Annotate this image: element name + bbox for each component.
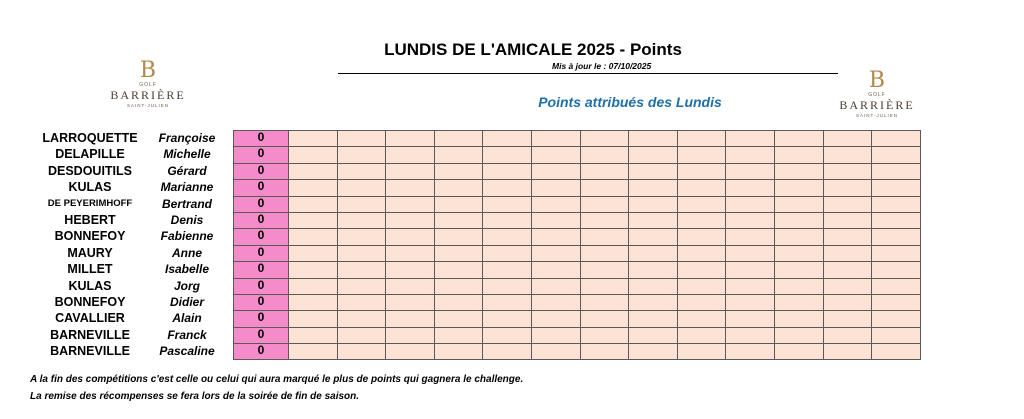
monday-points-cell — [289, 344, 338, 360]
monday-points-cell — [580, 163, 629, 179]
total-points-cell: 0 — [234, 327, 289, 343]
monday-points-cell — [289, 229, 338, 245]
monday-points-cell — [434, 294, 483, 310]
footer-line-2: La remise des récompenses se fera lors de la soirée de fin de saison. — [30, 391, 360, 402]
monday-points-cell — [386, 163, 435, 179]
monday-points-cell — [677, 344, 726, 360]
monday-points-cell — [726, 327, 775, 343]
monday-points-cell — [337, 196, 386, 212]
player-last-name: BARNEVILLE — [50, 344, 130, 359]
player-last-name: CAVALLIER — [55, 311, 125, 326]
monday-points-cell — [531, 262, 580, 278]
monday-points-cell — [726, 163, 775, 179]
monday-points-cell — [289, 180, 338, 196]
monday-points-cell — [629, 229, 678, 245]
monday-points-cell — [629, 311, 678, 327]
monday-points-cell — [774, 278, 823, 294]
table-row — [234, 327, 921, 343]
monday-points-cell — [337, 147, 386, 163]
monday-points-cell — [289, 311, 338, 327]
table-row — [234, 294, 921, 310]
monday-points-cell — [483, 262, 532, 278]
monday-points-cell — [677, 180, 726, 196]
monday-points-cell — [337, 327, 386, 343]
monday-points-cell — [629, 327, 678, 343]
player-row — [28, 343, 228, 359]
monday-points-cell — [434, 163, 483, 179]
player-row — [28, 294, 228, 310]
monday-points-cell — [531, 294, 580, 310]
monday-points-cell — [337, 229, 386, 245]
monday-points-cell — [483, 311, 532, 327]
player-last-name: MAURY — [67, 245, 113, 260]
monday-points-cell — [483, 278, 532, 294]
player-row — [28, 179, 228, 195]
monday-points-cell — [726, 262, 775, 278]
monday-points-cell — [629, 245, 678, 261]
monday-points-cell — [386, 344, 435, 360]
monday-points-cell — [580, 212, 629, 228]
monday-points-cell — [531, 163, 580, 179]
player-first-name: Isabelle — [164, 262, 210, 277]
monday-points-cell — [726, 212, 775, 228]
table-row — [234, 311, 921, 327]
monday-points-cell — [580, 327, 629, 343]
monday-points-cell — [872, 278, 921, 294]
monday-points-cell — [629, 212, 678, 228]
monday-points-cell — [289, 278, 338, 294]
monday-points-cell — [386, 180, 435, 196]
monday-points-cell — [580, 311, 629, 327]
table-row — [234, 212, 921, 228]
monday-points-cell — [289, 163, 338, 179]
monday-points-cell — [434, 147, 483, 163]
total-points-cell: 0 — [234, 245, 289, 261]
monday-points-cell — [774, 196, 823, 212]
player-last-name: MILLET — [67, 262, 113, 277]
monday-points-cell — [531, 311, 580, 327]
monday-points-cell — [872, 327, 921, 343]
monday-points-cell — [823, 262, 872, 278]
monday-points-cell — [289, 262, 338, 278]
page-title: LUNDIS DE L'AMICALE 2025 - Points — [384, 40, 682, 59]
monday-points-cell — [823, 212, 872, 228]
monday-points-cell — [629, 294, 678, 310]
monday-points-cell — [677, 229, 726, 245]
monday-points-cell — [629, 278, 678, 294]
player-first-name: Françoise — [158, 131, 216, 145]
monday-points-cell — [726, 229, 775, 245]
monday-points-cell — [289, 327, 338, 343]
monday-points-cell — [872, 212, 921, 228]
monday-points-cell — [677, 163, 726, 179]
monday-points-cell — [580, 278, 629, 294]
monday-points-cell — [434, 262, 483, 278]
monday-points-cell — [337, 262, 386, 278]
monday-points-cell — [726, 196, 775, 212]
monday-points-cell — [483, 147, 532, 163]
monday-points-cell — [289, 131, 338, 147]
player-last-name: DELAPILLE — [55, 147, 125, 162]
update-date: Mis à jour le : 07/10/2025 — [552, 61, 652, 71]
monday-points-cell — [386, 245, 435, 261]
monday-points-cell — [629, 180, 678, 196]
monday-points-cell — [386, 229, 435, 245]
monday-points-cell — [872, 147, 921, 163]
player-last-name: LARROQUETTE — [42, 131, 138, 145]
monday-points-cell — [823, 163, 872, 179]
monday-points-cell — [483, 180, 532, 196]
monday-points-cell — [531, 147, 580, 163]
player-last-name: DESDOUITILS — [47, 163, 133, 178]
monday-points-cell — [629, 196, 678, 212]
monday-points-cell — [434, 212, 483, 228]
monday-points-cell — [823, 180, 872, 196]
total-points-cell: 0 — [234, 278, 289, 294]
player-row — [28, 146, 228, 162]
monday-points-cell — [677, 196, 726, 212]
table-row — [234, 229, 921, 245]
monday-points-cell — [677, 245, 726, 261]
monday-points-cell — [386, 147, 435, 163]
monday-points-cell — [872, 262, 921, 278]
monday-points-cell — [823, 294, 872, 310]
table-row — [234, 147, 921, 163]
monday-points-cell — [629, 262, 678, 278]
player-row — [28, 261, 228, 277]
monday-points-cell — [434, 327, 483, 343]
monday-points-cell — [483, 212, 532, 228]
monday-points-cell — [580, 131, 629, 147]
monday-points-cell — [726, 311, 775, 327]
monday-points-cell — [677, 262, 726, 278]
monday-points-cell — [774, 229, 823, 245]
monday-points-cell — [580, 245, 629, 261]
monday-points-cell — [483, 196, 532, 212]
monday-points-cell — [337, 294, 386, 310]
monday-points-cell — [872, 294, 921, 310]
monday-points-cell — [677, 212, 726, 228]
total-points-cell: 0 — [234, 163, 289, 179]
monday-points-cell — [872, 196, 921, 212]
table-row — [234, 245, 921, 261]
monday-points-cell — [823, 327, 872, 343]
golf-barriere-logo-left: B GOLF BARRIÈRE SAINT-JULIEN — [103, 60, 193, 109]
logo-mark-icon: B — [139, 58, 157, 83]
monday-points-cell — [774, 344, 823, 360]
total-points-cell: 0 — [234, 311, 289, 327]
monday-points-cell — [337, 131, 386, 147]
total-points-cell: 0 — [234, 131, 289, 147]
monday-points-cell — [823, 245, 872, 261]
monday-points-cell — [337, 278, 386, 294]
table-row — [234, 262, 921, 278]
player-last-name: BONNEFOY — [54, 294, 126, 309]
monday-points-cell — [629, 344, 678, 360]
monday-points-cell — [337, 344, 386, 360]
monday-points-cell — [872, 131, 921, 147]
monday-points-cell — [774, 147, 823, 163]
monday-points-cell — [386, 278, 435, 294]
monday-points-cell — [531, 229, 580, 245]
monday-points-cell — [531, 278, 580, 294]
total-points-cell: 0 — [234, 196, 289, 212]
monday-points-cell — [823, 131, 872, 147]
monday-points-cell — [726, 245, 775, 261]
table-row — [234, 344, 921, 360]
player-row — [28, 327, 228, 343]
monday-points-cell — [337, 212, 386, 228]
monday-points-cell — [872, 311, 921, 327]
monday-points-cell — [386, 294, 435, 310]
player-first-name: Fabienne — [160, 229, 214, 244]
monday-points-cell — [434, 180, 483, 196]
table-row — [234, 278, 921, 294]
player-first-name: Michelle — [163, 147, 211, 162]
player-first-name: Bertrand — [161, 196, 212, 211]
table-row — [234, 131, 921, 147]
monday-points-cell — [531, 180, 580, 196]
monday-points-cell — [531, 131, 580, 147]
player-row — [28, 163, 228, 179]
monday-points-cell — [726, 180, 775, 196]
monday-points-cell — [872, 163, 921, 179]
monday-points-cell — [629, 131, 678, 147]
monday-points-cell — [289, 212, 338, 228]
points-grid — [233, 130, 921, 360]
monday-points-cell — [726, 131, 775, 147]
monday-points-cell — [726, 147, 775, 163]
monday-points-cell — [483, 229, 532, 245]
monday-points-cell — [434, 196, 483, 212]
monday-points-cell — [872, 245, 921, 261]
player-row — [28, 130, 228, 146]
player-row — [28, 310, 228, 326]
player-first-name: Pascaline — [159, 344, 215, 359]
player-first-name: Didier — [169, 294, 204, 309]
player-row — [28, 228, 228, 244]
monday-points-cell — [580, 294, 629, 310]
monday-points-cell — [434, 245, 483, 261]
monday-points-cell — [580, 344, 629, 360]
monday-points-cell — [337, 245, 386, 261]
monday-points-cell — [677, 294, 726, 310]
monday-points-cell — [289, 196, 338, 212]
monday-points-cell — [872, 180, 921, 196]
monday-points-cell — [434, 131, 483, 147]
monday-points-cell — [580, 196, 629, 212]
player-last-name: DE PEYERIMHOFF — [47, 197, 133, 209]
total-points-cell: 0 — [234, 229, 289, 245]
monday-points-cell — [434, 278, 483, 294]
total-points-cell: 0 — [234, 294, 289, 310]
monday-points-cell — [337, 180, 386, 196]
player-last-name: KULAS — [68, 278, 112, 293]
total-points-cell: 0 — [234, 147, 289, 163]
player-first-name: Jorg — [173, 278, 200, 293]
monday-points-cell — [823, 196, 872, 212]
monday-points-cell — [531, 212, 580, 228]
monday-points-cell — [289, 294, 338, 310]
monday-points-cell — [337, 311, 386, 327]
monday-points-cell — [774, 294, 823, 310]
monday-points-cell — [386, 212, 435, 228]
monday-points-cell — [580, 262, 629, 278]
update-date-line — [338, 61, 838, 74]
monday-points-cell — [774, 180, 823, 196]
golf-barriere-logo-right: B GOLF BARRIÈRE SAINT-JULIEN — [834, 70, 920, 119]
monday-points-cell — [872, 344, 921, 360]
monday-points-cell — [337, 163, 386, 179]
player-first-name: Gérard — [167, 163, 207, 178]
monday-points-cell — [677, 311, 726, 327]
monday-points-cell — [677, 327, 726, 343]
player-row — [28, 278, 228, 294]
monday-points-cell — [774, 311, 823, 327]
monday-points-cell — [531, 196, 580, 212]
monday-points-cell — [774, 163, 823, 179]
footer-line-1: A la fin des compétitions c'est celle ou celui qui aura marqué le plus de points qui gagnera le challenge. — [30, 374, 524, 385]
monday-points-cell — [774, 327, 823, 343]
monday-points-cell — [531, 327, 580, 343]
monday-points-cell — [580, 180, 629, 196]
monday-points-cell — [677, 147, 726, 163]
monday-points-cell — [483, 294, 532, 310]
player-row — [28, 245, 228, 261]
table-row — [234, 180, 921, 196]
monday-points-cell — [726, 278, 775, 294]
monday-points-cell — [580, 147, 629, 163]
monday-points-cell — [386, 262, 435, 278]
monday-points-cell — [872, 229, 921, 245]
total-points-cell: 0 — [234, 212, 289, 228]
monday-points-cell — [434, 344, 483, 360]
monday-points-cell — [580, 229, 629, 245]
monday-points-cell — [677, 278, 726, 294]
monday-points-cell — [386, 327, 435, 343]
table-row — [234, 163, 921, 179]
player-first-name: Marianne — [160, 180, 214, 195]
subtitle: Points attribués des Lundis — [538, 94, 722, 110]
monday-points-cell — [774, 262, 823, 278]
table-row — [234, 196, 921, 212]
monday-points-cell — [774, 245, 823, 261]
total-points-cell: 0 — [234, 262, 289, 278]
monday-points-cell — [289, 147, 338, 163]
player-first-name: Alain — [172, 311, 202, 326]
monday-points-cell — [823, 344, 872, 360]
monday-points-cell — [386, 196, 435, 212]
monday-points-cell — [726, 344, 775, 360]
monday-points-cell — [289, 245, 338, 261]
monday-points-cell — [434, 311, 483, 327]
monday-points-cell — [823, 311, 872, 327]
player-row — [28, 196, 228, 212]
total-points-cell: 0 — [234, 344, 289, 360]
monday-points-cell — [531, 245, 580, 261]
monday-points-cell — [726, 294, 775, 310]
monday-points-cell — [483, 131, 532, 147]
monday-points-cell — [629, 163, 678, 179]
monday-points-cell — [434, 229, 483, 245]
footer-notes — [30, 371, 523, 405]
monday-points-cell — [823, 278, 872, 294]
monday-points-cell — [483, 327, 532, 343]
monday-points-cell — [823, 229, 872, 245]
monday-points-cell — [774, 212, 823, 228]
player-first-name: Franck — [167, 327, 207, 342]
player-names-list — [28, 130, 228, 359]
player-last-name: KULAS — [68, 180, 112, 195]
monday-points-cell — [386, 131, 435, 147]
monday-points-cell — [629, 147, 678, 163]
player-row — [28, 212, 228, 228]
monday-points-cell — [483, 245, 532, 261]
monday-points-cell — [531, 344, 580, 360]
logo-mark-icon: B — [868, 68, 886, 93]
monday-points-cell — [774, 131, 823, 147]
monday-points-cell — [386, 311, 435, 327]
player-first-name: Anne — [172, 245, 202, 260]
total-points-cell: 0 — [234, 180, 289, 196]
monday-points-cell — [483, 163, 532, 179]
player-first-name: Denis — [170, 212, 204, 227]
monday-points-cell — [677, 131, 726, 147]
player-last-name: BARNEVILLE — [50, 327, 130, 342]
player-last-name: BONNEFOY — [54, 229, 126, 244]
monday-points-cell — [823, 147, 872, 163]
player-last-name: HEBERT — [64, 212, 116, 227]
monday-points-cell — [483, 344, 532, 360]
